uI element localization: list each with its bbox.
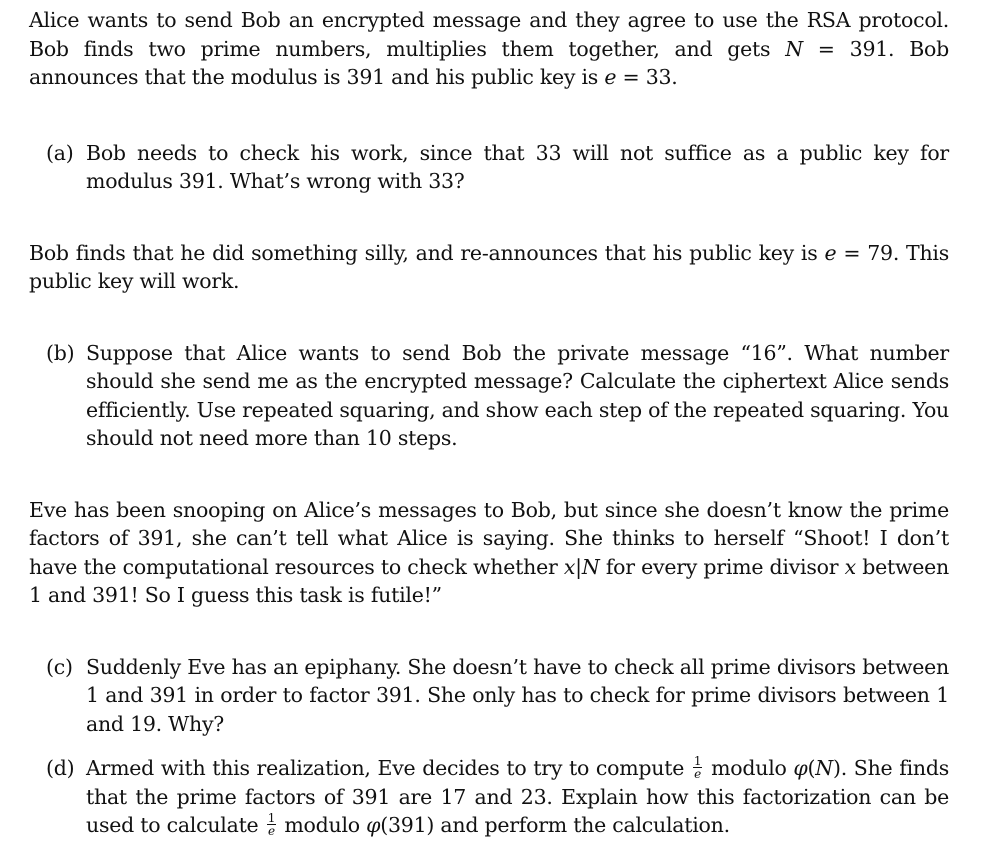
question-part-d xyxy=(29,754,949,840)
bob-text-2: = 79. This public key will work. xyxy=(29,240,949,293)
eve-text-2: for every prime divisor xyxy=(599,554,845,579)
var-n: N xyxy=(815,756,833,780)
part-d-text-2: modulo xyxy=(704,756,794,780)
eve-text-1: Eve has been snooping on Alice’s messages to Bob, but since she doesn’t know the prime factors of 391, she can’t tell what Alice is saying. She thinks to herself “Shoot! I don’t have the computational resources to check whether xyxy=(29,497,949,579)
var-e: e xyxy=(604,65,617,89)
part-b-label: (b) xyxy=(46,340,75,365)
part-c-label: (c) xyxy=(46,654,73,679)
part-b-text: Suppose that Alice wants to send Bob the private message “16”. What number should she send me as the encrypted message? Calculate the ciphertext Alice sends efficiently. Use repeated squaring, and show each step of the repeated squaring. You should not need more than 10 steps. xyxy=(86,340,949,450)
bob-text-1: Bob finds that he did something silly, and re-announces that his public key is xyxy=(29,240,825,265)
question-part-a xyxy=(29,139,949,196)
intro-text-3: = 33. xyxy=(616,65,678,89)
bob-reannounce-paragraph xyxy=(29,239,949,296)
fraction-one-over-e xyxy=(693,755,702,780)
part-d-text-4: ). She finds that the prime factors of 391 are 17 and 23. Explain how this factorization can be used to calculate xyxy=(86,756,949,837)
part-d-text-1: Armed with this realization, Eve decides to try to compute xyxy=(86,756,691,780)
fraction-one-over-e xyxy=(267,812,276,837)
var-x: x xyxy=(563,554,576,579)
question-part-c xyxy=(29,653,949,739)
phi-symbol: φ xyxy=(366,813,381,837)
part-d-text-5: modulo xyxy=(278,813,367,837)
eve-text-3: between 1 and 391! So I guess this task is futile!” xyxy=(29,554,949,607)
phi-symbol: φ xyxy=(793,756,808,780)
part-d-label: (d) xyxy=(46,756,75,780)
part-a-label: (a) xyxy=(46,140,74,165)
intro-text-1: Alice wants to send Bob an encrypted message and they agree to use the RSA protocol. Bob finds two prime numbers, multiplies them together, and gets xyxy=(29,8,949,61)
fraction-numerator: 1 xyxy=(267,811,276,825)
eve-paragraph xyxy=(29,496,949,610)
part-a-text: Bob needs to check his work, since that 33 will not suffice as a public key for modulus 391. What’s wrong with 33? xyxy=(86,140,949,193)
var-n: N xyxy=(785,36,803,61)
divides-bar: | xyxy=(575,554,582,579)
intro-text-2: = 391. Bob announces that the modulus is 391 and his public key is xyxy=(29,36,949,89)
intro-paragraph xyxy=(29,6,949,92)
fraction-numerator: 1 xyxy=(693,754,702,768)
part-d-text-3: ( xyxy=(807,756,816,780)
question-part-b xyxy=(29,339,949,453)
part-c-text: Suddenly Eve has an epiphany. She doesn’t have to check all prime divisors between 1 and 391 in order to factor 391. She only has to check for prime divisors between 1 and 19. Why? xyxy=(86,654,949,736)
var-x: x xyxy=(844,554,856,579)
var-n: N xyxy=(581,554,600,579)
part-d-text-6: (391) and perform the calculation. xyxy=(380,813,730,837)
document-body xyxy=(29,6,949,840)
var-e: e xyxy=(824,240,837,265)
fraction-denominator: e xyxy=(267,824,275,838)
fraction-denominator: e xyxy=(694,767,702,781)
